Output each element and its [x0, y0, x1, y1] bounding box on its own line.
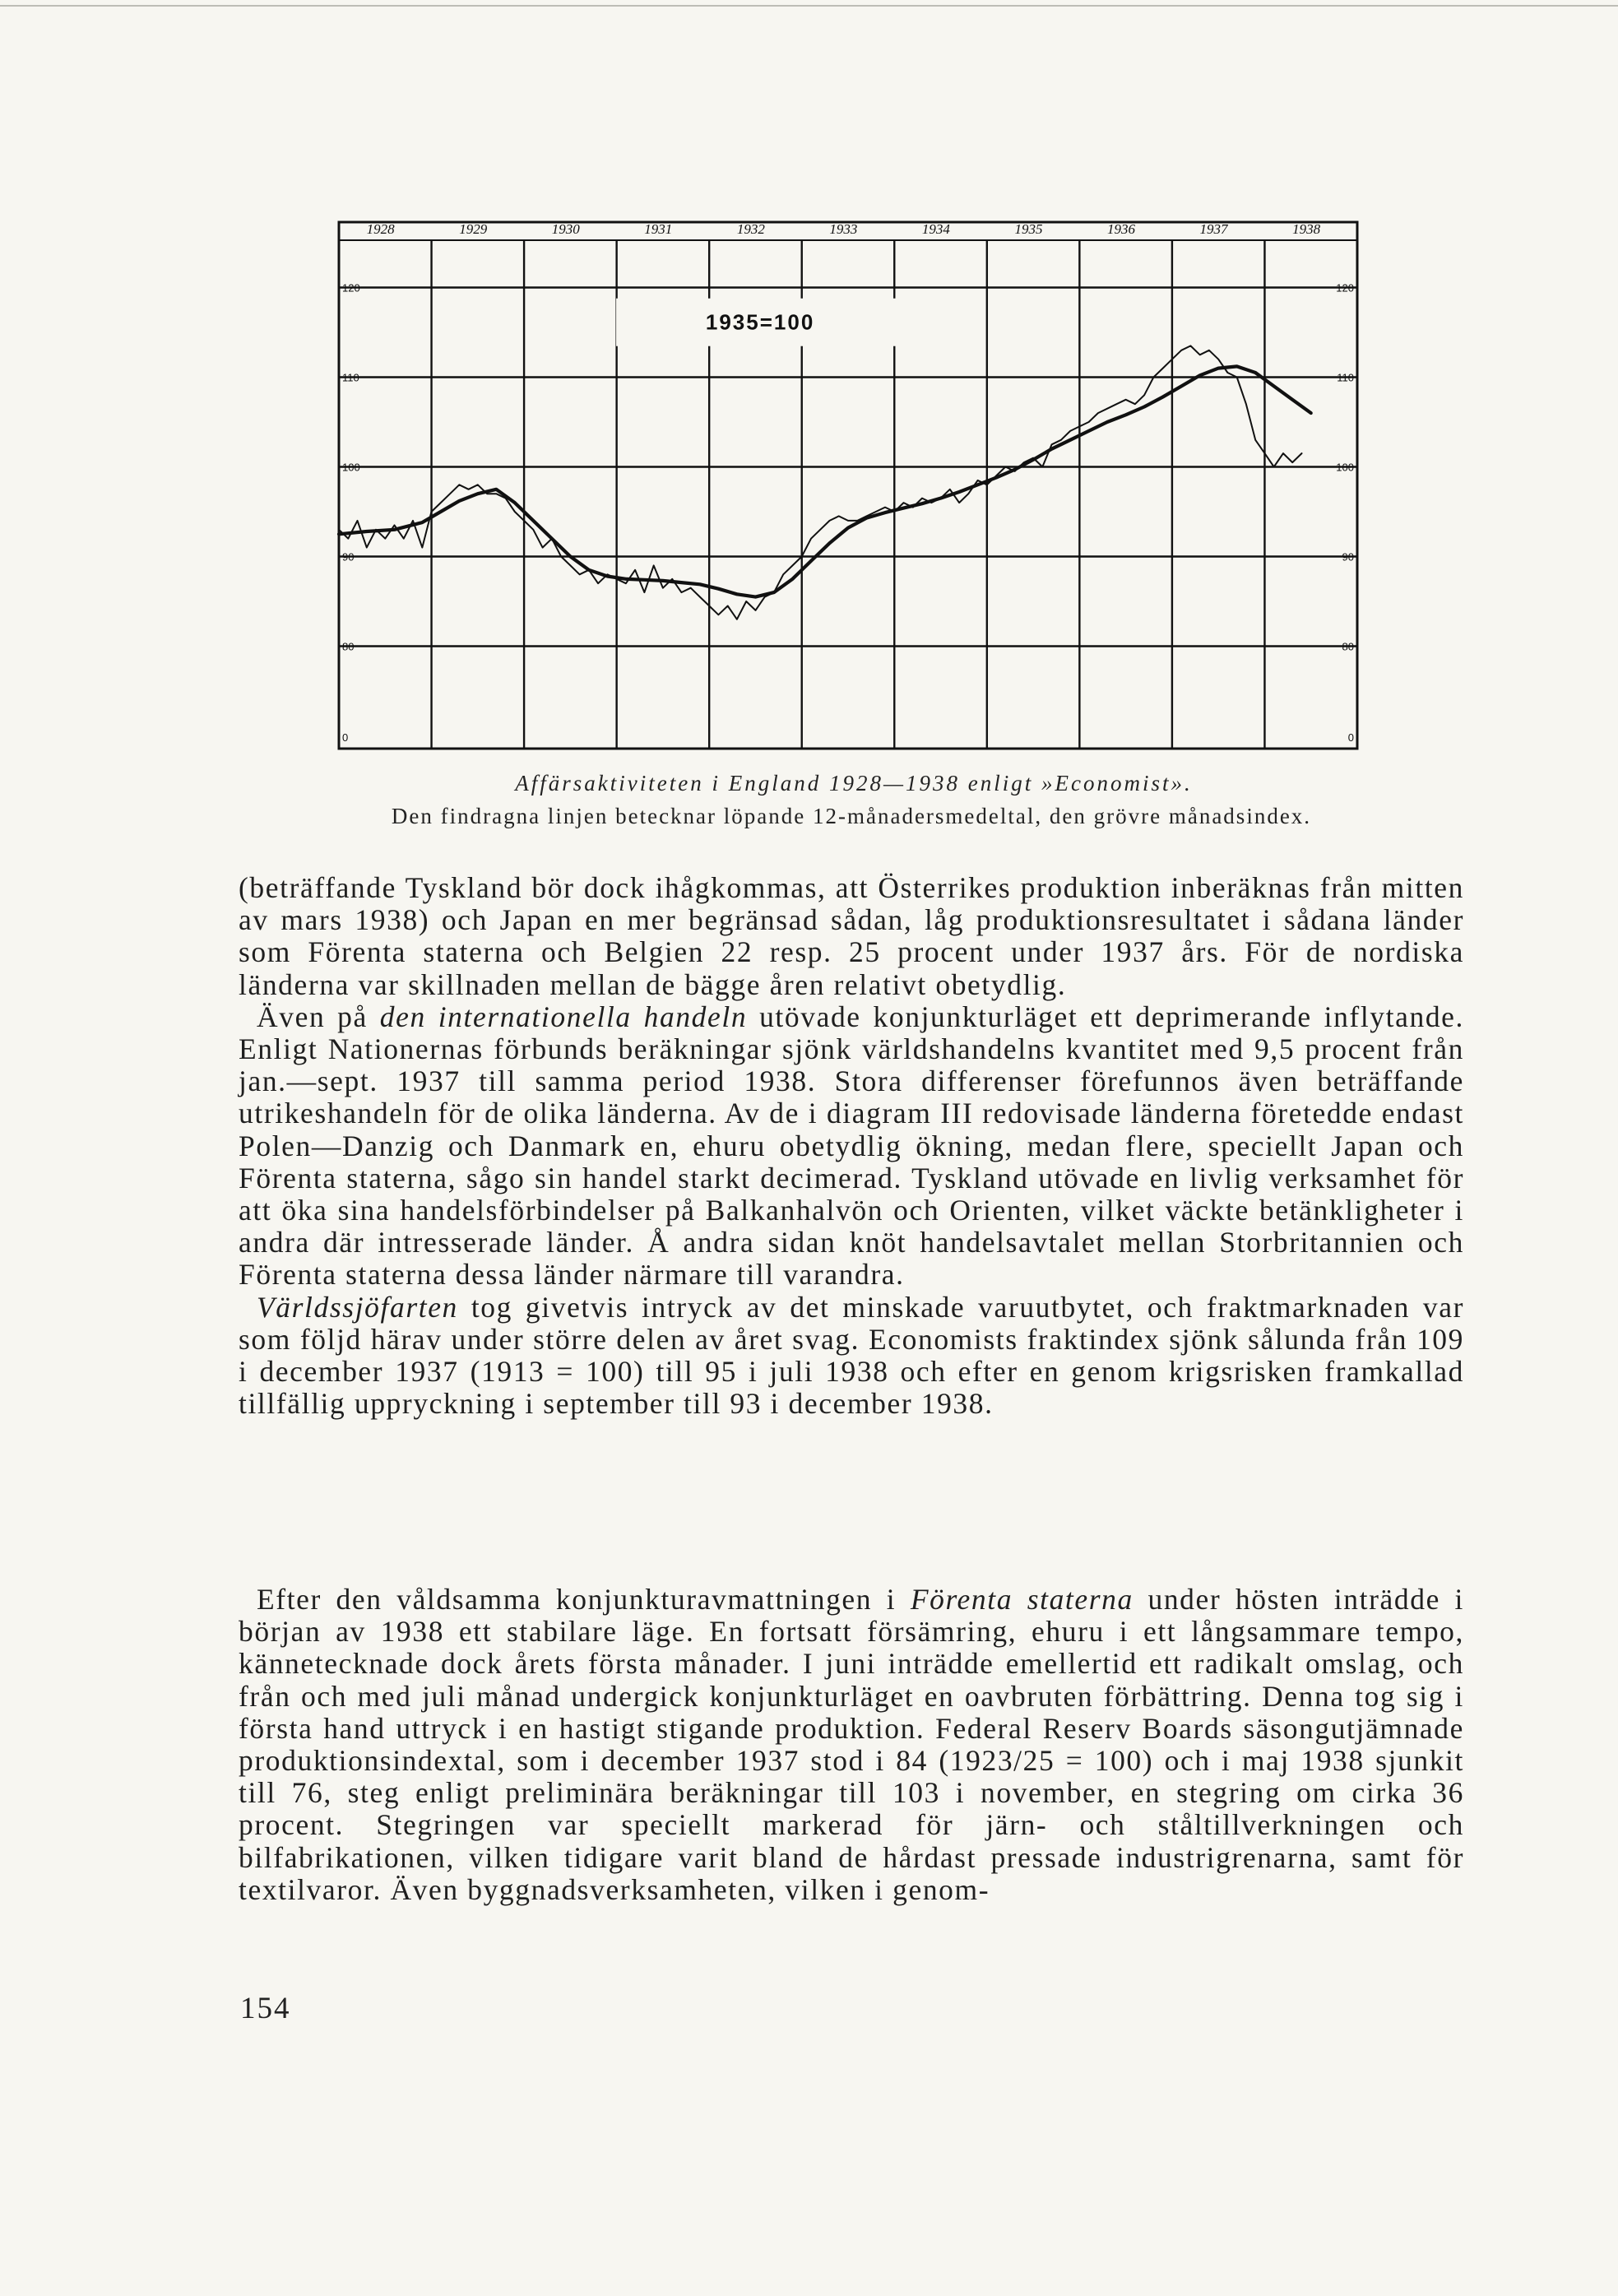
base-year-annotation: 1935=100 [705, 309, 815, 335]
year-tick-label: 1929 [459, 221, 488, 237]
chart-subtitle: Den findragna linjen betecknar löpande 12-månadersmedeltal, den grövre månadsindex. [391, 804, 1312, 828]
paragraph-3 [239, 1292, 1464, 1421]
paragraph-3-rest: tog givetvis intryck av det minskade varuutbytet, och fraktmarknaden var som följd härav under större delen av året svag. Economists fraktindex sjönk sålunda från 109 i december 1937 (1913 = 100) till 95 i juli 1938 och efter en genom krigsrisken framkallad tillfällig uppryckning i september till 93 i december 1938. [239, 1290, 1464, 1421]
page-number: 154 [240, 1992, 291, 2025]
paragraph-1: (beträffande Tyskland bör dock ihågkommas, att Österrikes produktion inberäknas från mitten av mars 1938) och Japan en mer begränsad sådan, låg produktionsresultatet i sådana länder som Förenta staterna och Belgien 22 resp. 25 procent under 1937 års. För de nordiska länderna var skillnaden mellan de bägge åren relativt obetydlig. [239, 871, 1464, 1001]
y-tick-label-left: 80 [342, 640, 355, 653]
year-tick-label: 1938 [1292, 221, 1321, 237]
paragraph-4 [239, 1584, 1464, 1906]
paragraph-4-lead: Efter den våldsamma konjunkturavmattningen i [257, 1583, 911, 1616]
y-tick-label-right: 100 [1336, 461, 1354, 474]
paragraph-2 [239, 1001, 1464, 1292]
chart-svg [314, 204, 1393, 780]
paragraph-4-rest: under hösten inträdde i början av 1938 ett stabilare läge. En fortsatt försämring, ehuru i ett långsammare tempo, kännetecknade dock årets första månader. I juni inträdde emellertid ett radikalt omslag, och från och med juli månad undergick konjunkturläget en oavbruten förbättring. Denna tog sig i första hand uttryck i en hastigt stigande produktion. Federal Reserv Boards säsongutjämnade produktionsindextal, som i december 1937 stod i 84 (1923/25 = 100) och i maj 1938 sjunkit till 76, steg enligt preliminära beräkningar till 103 i november, en stegring om cirka 36 procent. Stegringen var speciellt markerad för järn- och ståltillverkningen och bilfabrikationen, vilken tidigare varit bland de hårdast pressade industrigrenarna, samt för textilvaror. Även byggnadsverksamheten, vilken i genom- [239, 1583, 1464, 1906]
chart-title: Affärsaktiviteten i England 1928—1938 enligt »Economist». [515, 771, 1193, 795]
series-line-monthly-index [339, 346, 1302, 619]
y-tick-label-left: 110 [342, 371, 359, 384]
series-line-moving-average [339, 366, 1311, 596]
y-tick-label-right: 80 [1342, 640, 1354, 653]
year-tick-label: 1928 [366, 221, 395, 237]
y-tick-label-left: 120 [342, 281, 360, 295]
y-tick-label-left: 90 [342, 550, 355, 564]
y-tick-label-right: 110 [1337, 371, 1354, 384]
year-tick-label: 1930 [551, 221, 580, 237]
paragraph-2-lead: Även på [257, 1000, 380, 1033]
body-section-1 [239, 872, 1464, 1420]
y-tick-label-left: 0 [342, 731, 349, 744]
page-top-rule [0, 5, 1618, 7]
body-section-2 [239, 1584, 1464, 1906]
year-tick-label: 1935 [1014, 221, 1043, 237]
year-tick-label: 1936 [1107, 221, 1136, 237]
business-activity-chart [314, 204, 1393, 780]
y-tick-label-right: 0 [1347, 731, 1354, 744]
paragraph-2-rest: utövade konjunkturläget ett deprimerande inflytande. Enligt Nationernas förbunds beräkningar sjönk världshandelns kvantitet med 9,5 procent från jan.—sept. 1937 till samma period 1938. Stora differenser förefunnos även beträffande utrikeshandeln för de olika länderna. Av de i diagram III redovisade länderna företedde endast Polen—Danzig och Danmark en, ehuru obetydlig ökning, medan flere, speciellt Japan och Förenta staterna, sågo sin handel starkt decimerad. Tyskland utövade en livlig verksamhet för att öka sina handelsförbindelser på Balkanhalvön och Orienten, vilket väckte betänkligheter i andra där intresserade länder. Å andra sidan knöt handelsavtalet mellan Storbritannien och Förenta staterna dessa länder närmare till varandra. [239, 1000, 1465, 1292]
paragraph-3-emphasis: Världssjöfarten [257, 1290, 458, 1324]
y-tick-label-right: 90 [1342, 550, 1354, 564]
paragraph-4-emphasis: Förenta staterna [910, 1583, 1134, 1616]
year-tick-label: 1934 [921, 221, 950, 237]
year-tick-label: 1932 [736, 221, 765, 237]
year-tick-label: 1933 [829, 221, 858, 237]
paragraph-2-emphasis: den internationella handeln [379, 1000, 748, 1033]
y-tick-label-right: 120 [1336, 281, 1354, 295]
year-tick-label: 1937 [1199, 221, 1228, 237]
year-tick-label: 1931 [644, 221, 673, 237]
y-tick-label-left: 100 [342, 461, 360, 474]
